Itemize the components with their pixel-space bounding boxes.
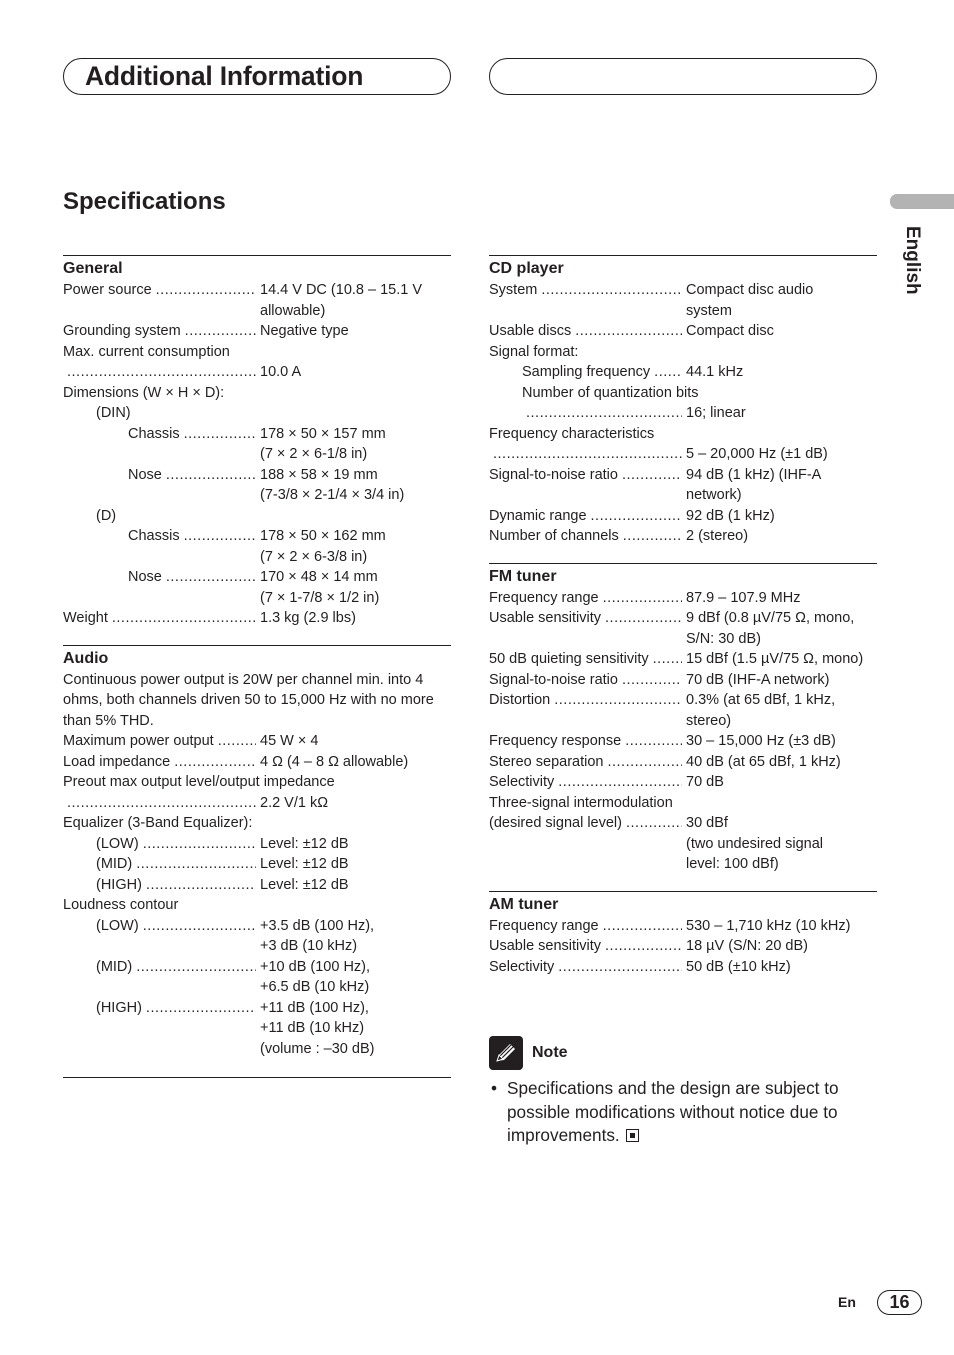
spec-value: +10 dB (100 Hz), +6.5 dB (10 kHz) [260, 958, 371, 995]
spec-value: 15 dBf (1.5 µV/75 Ω, mono) [686, 651, 864, 667]
spec-label-cell [489, 731, 686, 752]
spec-value: 70 dB (IHF-A network) [686, 671, 830, 688]
spec-row [489, 793, 877, 814]
spec-section-am-tuner [489, 891, 877, 978]
spec-row [489, 752, 877, 773]
dot-leader [493, 444, 682, 465]
spec-row [63, 916, 451, 957]
spec-row [63, 465, 451, 506]
spec-row [63, 731, 451, 752]
section-heading: FM tuner [489, 567, 557, 585]
spec-value: 16; linear [686, 405, 746, 421]
spec-label: Selectivity [489, 774, 555, 790]
spec-section-fm-tuner [489, 563, 877, 875]
spec-value: Level: ±12 dB [260, 876, 349, 893]
dot-leader [605, 608, 682, 649]
spec-label: (D) [96, 507, 117, 524]
dot-leader [622, 465, 682, 506]
note-label: Note [532, 1044, 568, 1061]
spec-label: Power source [63, 282, 152, 298]
left-column [63, 255, 451, 1078]
spec-label-cell [489, 403, 686, 424]
dot-leader [558, 772, 682, 793]
spec-label: (DIN) [96, 405, 131, 421]
dot-leader [184, 526, 256, 567]
spec-value: 94 dB (1 kHz) (IHF-A network) [686, 466, 822, 503]
language-tab-label: English [902, 226, 923, 295]
spec-label-cell [489, 526, 686, 547]
spec-label-cell [489, 321, 686, 342]
spec-row [489, 465, 877, 506]
spec-label: Nose [128, 466, 162, 483]
dot-leader [607, 752, 682, 773]
section-heading: CD player [489, 260, 564, 277]
spec-label-cell [63, 465, 260, 506]
dot-leader [591, 506, 682, 527]
bottom-rule [63, 1077, 451, 1078]
spec-label: Equalizer (3-Band Equalizer): [63, 815, 253, 831]
dot-leader [146, 875, 256, 896]
spec-label-cell [63, 567, 260, 608]
spec-row [489, 444, 877, 465]
dot-leader [603, 588, 682, 609]
dot-leader [554, 690, 682, 731]
dot-leader [218, 731, 256, 752]
spec-label-cell [489, 813, 686, 875]
spec-label-cell [489, 752, 686, 773]
spec-label: Preout max output level/output impedance [63, 774, 335, 790]
spec-row [63, 321, 451, 342]
dot-leader [67, 793, 256, 814]
spec-row [489, 670, 877, 691]
spec-value: 4 Ω (4 – 8 Ω allowable) [260, 753, 409, 770]
spec-value: 44.1 kHz [686, 364, 744, 380]
spec-label-cell [489, 465, 686, 506]
spec-label: Signal-to-noise ratio [489, 466, 618, 483]
spec-label-cell [489, 280, 686, 321]
spec-row [63, 854, 451, 875]
spec-value: Compact disc audio system [686, 282, 814, 319]
spec-list [489, 280, 877, 547]
spec-label: (HIGH) [96, 876, 142, 893]
spec-label: Usable sensitivity [489, 938, 602, 954]
spec-label: Maximum power output [63, 733, 214, 749]
spec-value: 9 dBf (0.8 µV/75 Ω, mono, S/N: 30 dB) [686, 610, 855, 647]
spec-row [489, 424, 877, 445]
spec-list [489, 588, 877, 875]
dot-leader [156, 280, 256, 321]
spec-list [63, 731, 451, 1059]
spec-label-cell [489, 916, 686, 937]
spec-value: 5 – 20,000 Hz (±1 dB) [686, 446, 828, 462]
spec-label: (LOW) [96, 835, 139, 852]
audio-intro-text: Continuous power output is 20W per channel min. into 4 ohms, both channels driven 50 to 15,000 Hz with no more than 5% THD. [63, 671, 434, 729]
spec-label: Frequency range [489, 917, 599, 934]
note-item [489, 1077, 877, 1148]
spec-label-cell [489, 957, 686, 978]
spec-value: +3.5 dB (100 Hz), +3 dB (10 kHz) [260, 917, 375, 954]
spec-value: 0.3% (at 65 dBf, 1 kHz, stereo) [686, 692, 836, 729]
spec-value: Level: ±12 dB [260, 835, 349, 852]
spec-value: 92 dB (1 kHz) [686, 507, 775, 524]
spec-label-cell [489, 506, 686, 527]
spec-row [489, 342, 877, 363]
spec-row [63, 895, 451, 916]
spec-value: 45 W × 4 [260, 733, 319, 749]
dot-leader [112, 608, 256, 629]
spec-row [63, 608, 451, 629]
spec-value: 40 dB (at 65 dBf, 1 kHz) [686, 753, 841, 770]
spec-row [63, 998, 451, 1060]
spec-row [63, 383, 451, 404]
spec-label-cell [489, 444, 686, 465]
spec-row [63, 752, 451, 773]
section-heading: General [63, 260, 123, 277]
spec-label: Usable sensitivity [489, 610, 602, 626]
spec-value: 530 – 1,710 kHz (10 kHz) [686, 917, 851, 934]
spec-label-cell [63, 608, 260, 629]
spec-label: Frequency response [489, 733, 622, 749]
spec-label: (HIGH) [96, 999, 142, 1016]
spec-label: Max. current consumption [63, 343, 230, 360]
dot-leader [67, 362, 256, 383]
spec-label: 50 dB quieting sensitivity [489, 651, 649, 667]
header-blank-box [489, 58, 877, 95]
spec-label-cell [489, 772, 686, 793]
dot-leader [143, 916, 256, 957]
end-of-section-icon [626, 1129, 639, 1142]
spec-row [63, 362, 451, 383]
spec-label: Chassis [128, 528, 180, 544]
pencil-note-icon [489, 1036, 523, 1070]
dot-leader [653, 649, 682, 670]
spec-section-cd-player [489, 255, 877, 547]
footer-language-code: En [838, 1294, 856, 1310]
spec-label: Loudness contour [63, 897, 179, 913]
spec-label-cell [63, 526, 260, 567]
dot-leader [605, 936, 682, 957]
spec-value: 14.4 V DC (10.8 – 15.1 V allowable) [260, 282, 423, 319]
spec-row [63, 957, 451, 998]
spec-label-cell [489, 362, 686, 383]
spec-row [63, 772, 451, 793]
spec-label: Grounding system [63, 323, 181, 339]
spec-label-cell [489, 649, 686, 670]
section-heading: AM tuner [489, 895, 559, 913]
spec-label-cell [63, 916, 260, 957]
note-text: Specifications and the design are subject to possible modifications without notice due to improvements. [507, 1078, 839, 1145]
spec-row [489, 936, 877, 957]
spec-label: Dynamic range [489, 507, 587, 524]
spec-label-cell [489, 670, 686, 691]
spec-row [63, 424, 451, 465]
spec-value: 30 – 15,000 Hz (±3 dB) [686, 733, 836, 749]
spec-row [489, 608, 877, 649]
spec-label: Chassis [128, 425, 180, 442]
spec-row [489, 280, 877, 321]
dot-leader [146, 998, 256, 1060]
spec-label-cell [63, 854, 260, 875]
spec-value: 70 dB [686, 774, 724, 790]
spec-label-cell [489, 588, 686, 609]
dot-leader [166, 465, 256, 506]
spec-label-cell [489, 690, 686, 731]
spec-row [489, 957, 877, 978]
spec-label: Number of quantization bits [522, 384, 699, 401]
spec-row [489, 403, 877, 424]
spec-value: 2 (stereo) [686, 528, 749, 544]
spec-label: System [489, 282, 538, 298]
dot-leader [623, 526, 682, 547]
dot-leader [174, 752, 256, 773]
spec-label: Usable discs [489, 323, 572, 339]
spec-row [63, 813, 451, 834]
spec-value: 18 µV (S/N: 20 dB) [686, 938, 808, 954]
spec-value: 50 dB (±10 kHz) [686, 958, 791, 975]
dot-leader [625, 731, 682, 752]
spec-label: Three-signal intermodulation [489, 794, 673, 811]
note-text-wrap [507, 1077, 877, 1148]
section-heading: Audio [63, 649, 109, 667]
spec-label-cell [63, 752, 260, 773]
note-header [489, 1036, 877, 1070]
spec-label-cell [489, 608, 686, 649]
spec-row [489, 731, 877, 752]
spec-value: 188 × 58 × 19 mm (7-3/8 × 2-1/4 × 3/4 in) [260, 466, 405, 503]
spec-value: 30 dBf (two undesired signal level: 100 dBf) [686, 815, 824, 872]
spec-value: +11 dB (100 Hz), +11 dB (10 kHz) (volume : –30 dB) [260, 999, 375, 1057]
dot-leader [603, 916, 682, 937]
dot-leader [626, 813, 682, 875]
spec-value: 178 × 50 × 162 mm (7 × 2 × 6-3/8 in) [260, 528, 386, 565]
dot-leader [136, 854, 256, 875]
spec-list [489, 916, 877, 978]
language-tab-marker [890, 194, 954, 209]
header-title-box [63, 58, 451, 95]
spec-label-cell [489, 936, 686, 957]
spec-label-cell [63, 793, 260, 814]
spec-label-cell [63, 362, 260, 383]
spec-value: 1.3 kg (2.9 lbs) [260, 610, 356, 626]
spec-label: Signal-to-noise ratio [489, 671, 618, 688]
dot-leader [184, 424, 256, 465]
spec-label: Frequency characteristics [489, 425, 655, 442]
note-block [489, 1036, 877, 1148]
spec-label: Nose [128, 569, 162, 585]
spec-label: Distortion [489, 692, 551, 708]
dot-leader [575, 321, 682, 342]
dot-leader [143, 834, 256, 855]
spec-value: 10.0 A [260, 364, 302, 380]
spec-row [489, 649, 877, 670]
spec-value: 170 × 48 × 14 mm (7 × 1-7/8 × 1/2 in) [260, 569, 380, 606]
spec-value: Compact disc [686, 323, 774, 339]
spec-label: Sampling frequency [522, 364, 651, 380]
spec-label-cell [63, 280, 260, 321]
spec-label-cell [63, 998, 260, 1060]
spec-value: 2.2 V/1 kΩ [260, 794, 329, 811]
spec-label: (MID) [96, 958, 133, 975]
spec-row [63, 506, 451, 527]
spec-label-cell [63, 424, 260, 465]
spec-row [63, 403, 451, 424]
dot-leader [558, 957, 682, 978]
spec-row [63, 834, 451, 855]
bullet: • [491, 1078, 498, 1098]
spec-value: Negative type [260, 323, 349, 339]
spec-row [489, 813, 877, 875]
page-header-title: Additional Information [85, 61, 364, 91]
spec-row [489, 772, 877, 793]
spec-label: (MID) [96, 856, 133, 872]
spec-label: Load impedance [63, 753, 171, 770]
spec-list [63, 280, 451, 629]
spec-label: Dimensions (W × H × D): [63, 384, 225, 401]
spec-section-general [63, 255, 451, 629]
dot-leader [622, 670, 682, 691]
dot-leader [654, 362, 682, 383]
spec-row [489, 362, 877, 383]
spec-row [489, 506, 877, 527]
dot-leader [541, 280, 682, 321]
spec-label: Number of channels [489, 528, 619, 544]
spec-label-cell [63, 321, 260, 342]
spec-row [63, 793, 451, 814]
spec-row [489, 526, 877, 547]
spec-row [489, 690, 877, 731]
page-number: 16 [877, 1290, 922, 1315]
spec-label-cell [63, 834, 260, 855]
spec-label: Weight [63, 610, 108, 626]
spec-label: Frequency range [489, 589, 599, 606]
section-title: Specifications [63, 188, 226, 215]
spec-value: Level: ±12 dB [260, 856, 349, 872]
dot-leader [136, 957, 256, 998]
spec-row [63, 875, 451, 896]
spec-row [63, 280, 451, 321]
spec-row [489, 383, 877, 404]
dot-leader [526, 403, 682, 424]
spec-label: Stereo separation [489, 753, 604, 770]
spec-section-audio [63, 645, 451, 1060]
right-column [489, 255, 877, 977]
spec-label-cell [63, 957, 260, 998]
spec-value: 178 × 50 × 157 mm (7 × 2 × 6-1/8 in) [260, 425, 386, 462]
dot-leader [185, 321, 256, 342]
dot-leader [166, 567, 256, 608]
spec-label-cell [63, 731, 260, 752]
spec-row [489, 588, 877, 609]
spec-label: (LOW) [96, 917, 139, 934]
spec-row [63, 526, 451, 567]
spec-label-cell [63, 875, 260, 896]
spec-value: 87.9 – 107.9 MHz [686, 589, 801, 606]
spec-label: Signal format: [489, 343, 579, 360]
spec-label [489, 403, 522, 424]
spec-label: Selectivity [489, 958, 555, 975]
spec-row [63, 342, 451, 363]
spec-row [489, 916, 877, 937]
spec-row [63, 567, 451, 608]
spec-label: (desired signal level) [489, 815, 622, 831]
spec-row [489, 321, 877, 342]
